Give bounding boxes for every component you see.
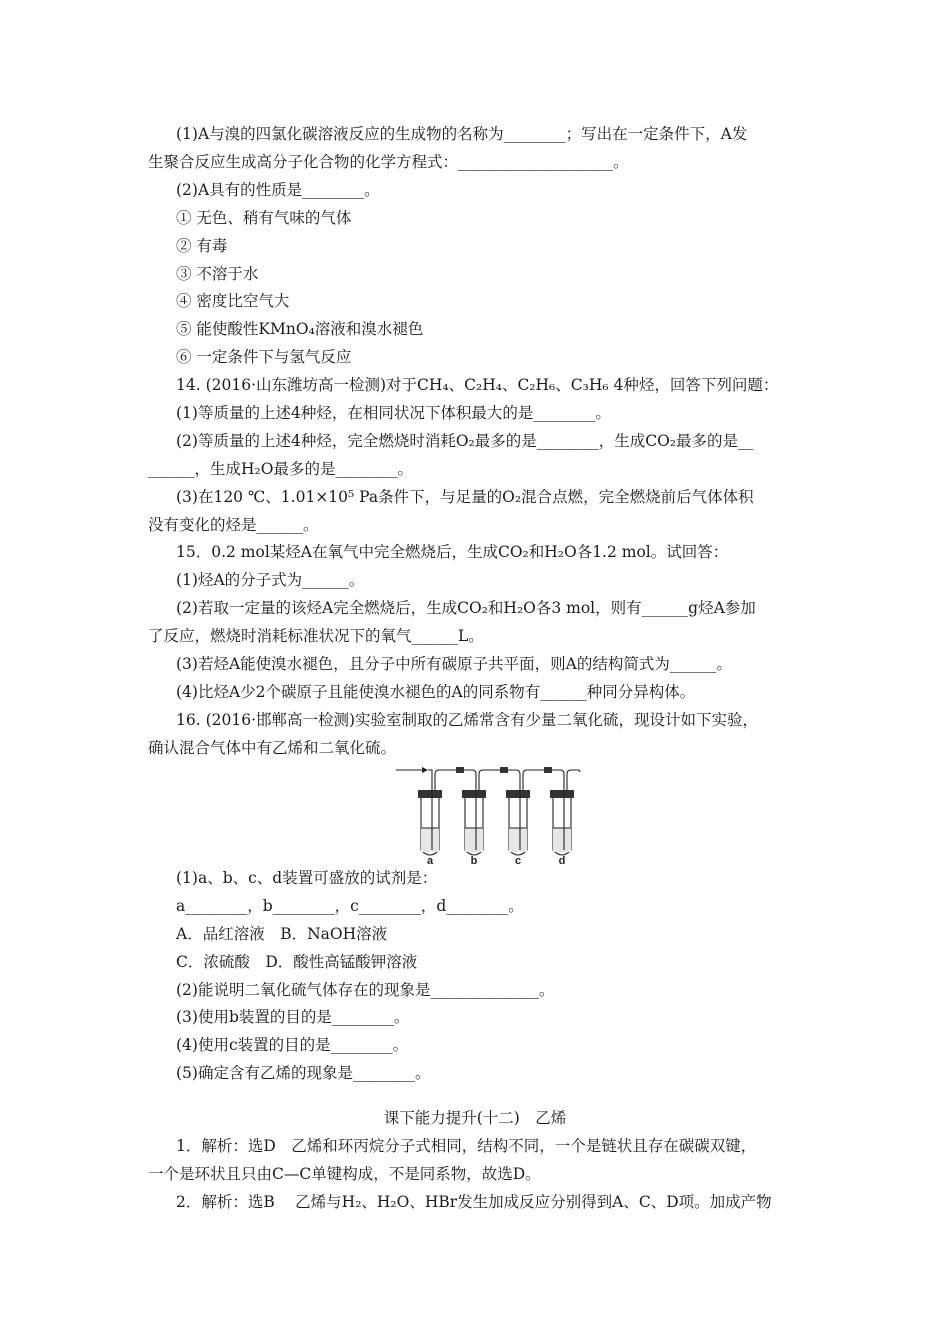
q16-part5: (5)确定含有乙烯的现象是________。 bbox=[176, 1064, 431, 1082]
q16-part3: (3)使用b装置的目的是________。 bbox=[176, 1008, 410, 1026]
tube-label-d: d bbox=[558, 855, 566, 867]
q15-part4: (4)比烃A少2个碳原子且能使溴水褪色的A的同系物有______种同分异构体。 bbox=[176, 683, 696, 701]
q13-option-1: ① 无色、稍有气味的气体 bbox=[176, 209, 352, 227]
q15-part2-line1: (2)若取一定量的该烃A完全燃烧后，生成CO₂和H₂O各3 mol，则有______g烃A参加 bbox=[176, 599, 756, 617]
test-tube-d bbox=[544, 767, 580, 855]
answer-1-line2: 一个是环状且只由C—C单键构成，不是同系物，故选D。 bbox=[148, 1165, 541, 1183]
answers-title: 课下能力提升(十二) 乙烯 bbox=[383, 1109, 567, 1127]
q14-part2-line1: (2)等质量的上述4种烃，完全燃烧时消耗O₂最多的是________，生成CO₂最多的是__ bbox=[176, 432, 754, 450]
q15-part3: (3)若烃A能使溴水褪色，且分子中所有碳原子共平面，则A的结构简式为______。 bbox=[176, 655, 732, 673]
gas-washing-apparatus-diagram bbox=[390, 760, 590, 868]
q13-option-4: ④ 密度比空气大 bbox=[176, 292, 290, 310]
tube-label-a: a bbox=[426, 855, 434, 867]
q16-options-line1: A．品红溶液 B．NaOH溶液 bbox=[176, 925, 388, 943]
q13-part1-line1: (1)A与溴的四氯化碳溶液反应的生成物的名称为________；写出在一定条件下，A发 bbox=[176, 125, 748, 143]
q16-part2: (2)能说明二氧化硫气体存在的现象是______________。 bbox=[176, 981, 555, 999]
test-tube-a bbox=[418, 770, 458, 855]
inlet-arrow-icon bbox=[422, 767, 428, 773]
q16-part4: (4)使用c装置的目的是________。 bbox=[176, 1036, 409, 1054]
q13-part2: (2)A具有的性质是________。 bbox=[176, 181, 380, 199]
test-tube-c bbox=[500, 767, 546, 855]
q13-option-6: ⑥ 一定条件下与氢气反应 bbox=[176, 348, 352, 366]
q16-part1-blanks: a________，b________，c________，d________。 bbox=[176, 897, 524, 915]
q13-part1-line2: 生聚合反应生成高分子化合物的化学方程式：____________________。 bbox=[148, 153, 629, 171]
q14-part3-line1: (3)在120 ℃、1.01×10⁵ Pa条件下，与足量的O₂混合点燃，完全燃烧前后气体体积 bbox=[176, 488, 754, 506]
q13-option-5: ⑤ 能使酸性KMnO₄溶液和溴水褪色 bbox=[176, 320, 424, 338]
q16-stem-line1: 16. (2016·邯郸高一检测)实验室制取的乙烯常含有少量二氧化硫，现设计如下实验， bbox=[176, 711, 759, 729]
q15-stem: 15．0.2 mol某烃A在氧气中完全燃烧后，生成CO₂和H₂O各1.2 mol。试回答： bbox=[176, 543, 729, 561]
tube-label-b: b bbox=[470, 855, 478, 867]
q13-option-2: ② 有毒 bbox=[176, 237, 228, 255]
q14-stem: 14. (2016·山东潍坊高一检测)对于CH₄、C₂H₄、C₂H₆、C₃H₆ 4种烃，回答下列问题： bbox=[176, 376, 779, 394]
q16-options-line2: C．浓硫酸 D．酸性高锰酸钾溶液 bbox=[176, 953, 418, 971]
q13-option-3: ③ 不溶于水 bbox=[176, 265, 259, 283]
q16-part1: (1)a、b、c、d装置可盛放的试剂是： bbox=[176, 869, 438, 887]
answer-2-line1: 2．解析：选B 乙烯与H₂、H₂O、HBr发生加成反应分别得到A、C、D项。加成产物 bbox=[176, 1193, 772, 1211]
q15-part2-line2: 了反应，燃烧时消耗标准状况下的氧气______L。 bbox=[148, 627, 484, 645]
q14-part2-line2: ______，生成H₂O最多的是________。 bbox=[148, 460, 413, 478]
answer-1-line1: 1．解析：选D 乙烯和环丙烷分子式相同，结构不同，一个是链状且存在碳碳双键， bbox=[176, 1137, 757, 1155]
tube-label-c: c bbox=[514, 855, 522, 867]
q15-part1: (1)烃A的分子式为______。 bbox=[176, 571, 365, 589]
test-tube-b bbox=[456, 767, 502, 855]
q14-part3-line2: 没有变化的烃是______。 bbox=[148, 516, 319, 534]
q16-stem-line2: 确认混合气体中有乙烯和二氧化硫。 bbox=[148, 739, 397, 757]
q14-part1: (1)等质量的上述4种烃，在相同状况下体积最大的是________。 bbox=[176, 404, 611, 422]
